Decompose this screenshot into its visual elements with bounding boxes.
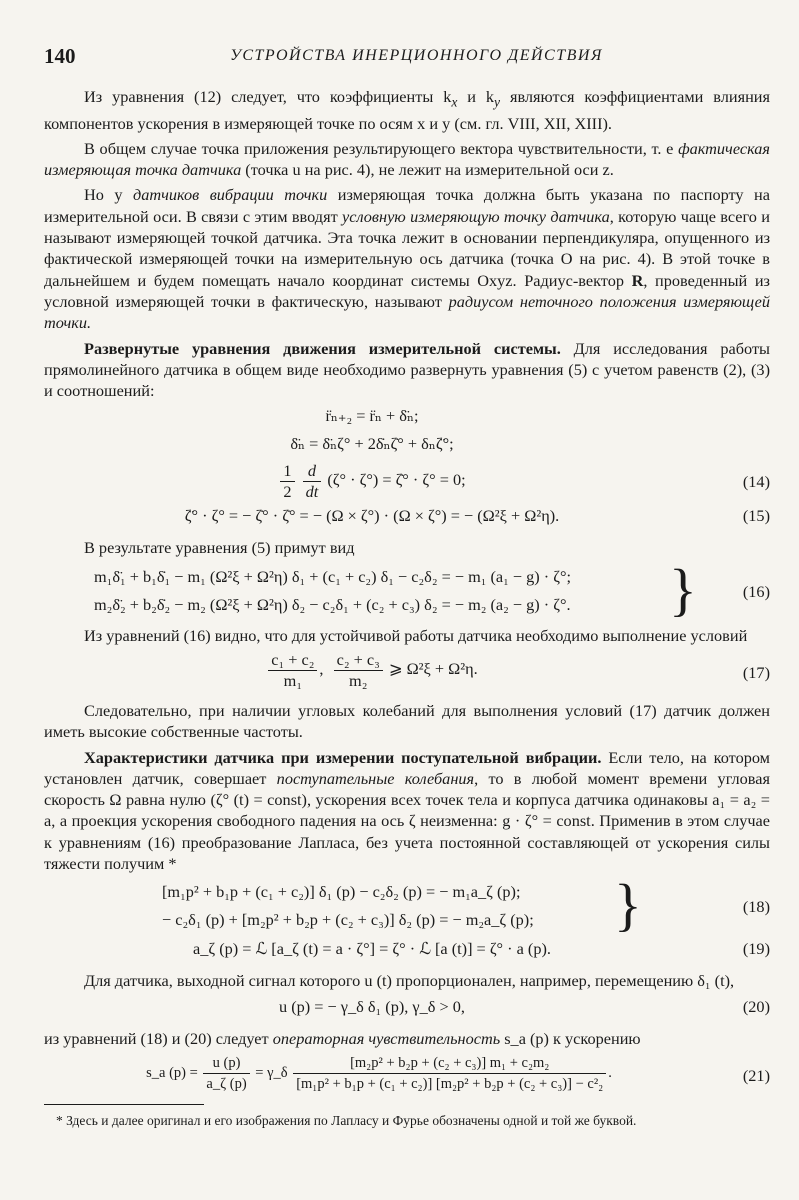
equation-number: (20) [742,996,770,1016]
paragraph-9: Для датчика, выходной сигнал которого u (t) пропорционален, например, перемещению δ₁ (t), [84,971,735,991]
body-text [44,86,770,1103]
equation-number: (21) [742,1065,770,1085]
page-header [44,44,759,72]
equation-b: δ̈ₙ = δ̈ₙζ° + 2δ̇ₙζ̇° + δₙζ̈°; [290,434,454,454]
equation-17: $\frac{\text{c₁ + c₂}}{\text{m₁}}$ , $\frac{\text{c₂ + c₃}}{\text{m₂}}$ ⩾ Ω²ξ + Ω²η. (17) [44,650,770,700]
equation-a: r̈ₙ₊₂ = r̈ₙ + δ̈ₙ; [325,406,419,426]
paragraph-4: Развернутые уравнения движения измерительной системы. Для исследования работы прямолинейного датчика в общем виде необходимо развернуть уравнения (5) с учетом равенств (2), (3) и соотношений: [44,338,770,401]
section-heading: Характеристики датчика при измерении поступательной вибрации. [84,747,602,767]
equation-19: a_ζ (p) = ℒ [a_ζ (t) = a · ζ°] = ζ° · ℒ [a (t)] = ζ° · a (p). (19) [193,939,770,959]
equation-number: (16) [742,581,770,601]
equation-16: m₁δ̈₁ + b₁δ̇₁ − m₁ (Ω²ξ + Ω²η) δ₁ + (c₁ + c₂) δ₁ − c₂δ₂ = − m₁ (a₁ − g) · ζ°; m₂δ̈₂ + b₂δ̇₂ − m₂ (Ω²ξ + Ω²η) δ₂ − c₂δ₁ + (c₂ + c₃) δ₂ = − m₂ (a₂ − g) · ζ°. } (16) [94,556,770,622]
paragraph-10: из уравнений (18) и (20) следует операторная чувствительность s_a (p) к ускорению [44,1028,641,1048]
equation-20: u (p) = − γ_δ δ₁ (p), γ_δ > 0, (20) [279,996,770,1016]
section-heading: Развернутые уравнения движения измерительной системы. [84,338,561,358]
equation-21: s_a (p) = $\frac{u (p)}{a\_\zeta (p)}$ = γ_δ $\frac{\text{[m₂p² + b₂p + (c₂ + c₃)] m₁ + c₂m₂}}{\text{[m₁p² + b₁p + (c₁ + c₂)] [m₂p² + b₂p + (c₂ + c₃)] − c²₂}}$ . (21) [146,1054,770,1092]
equation-number: (14) [742,472,770,492]
paragraph-1: Из уравнения (12) следует, что коэффициенты $k_x$ и $k_y$ являются коэффициентами влияния компонентов ускорения в измеряющей точке по осям x и y (см. гл. VIII, XII, XIII). [44,87,770,133]
paragraph-2: В общем случае точка приложения результирующего вектора чувствительности, т. е фактическая измеряющая точка датчика (точка u на рис. 4), не лежит на измерительной оси z. [44,138,770,180]
paragraph-8: Характеристики датчика при измерении поступательной вибрации. Если тело, на котором установлен датчик, совершает поступательные колебания, то в любой момент времени угловая скорость Ω равна нулю (ζ° (t) = const), ускорения всех точек тела и корпуса датчика одинаковы a₁ = a₂ = a, а проекция ускорения свободного падения на ось ζ неизменна: g · ζ° = const. Применив в этом случае к уравнениям (16) преобразование Лапласа, без учета постоянной составляющей от ускорения силы тяжести получим * [44,747,770,874]
right-brace: } [669,556,697,622]
equation-number: (15) [742,506,770,526]
equation-number: (18) [742,897,770,917]
running-title: УСТРОЙСТВА ИНЕРЦИОННОГО ДЕЙСТВИЯ [230,47,603,64]
paragraph-7: Следовательно, при наличии угловых колебаний для выполнения условий (17) датчик должен иметь высокие собственные частоты. [44,701,770,742]
paragraph-3: Но у датчиков вибрации точки измеряющая точка должна быть указана по паспорту на измерительной оси. В связи с этим вводят условную измеряющую точку датчика, которую чаще всего и называют измеряющей точкой датчика. Эта точка лежит в основании перпендикуляра, опущенного из фактической измеряющей точки на измерительную ось датчика (точка O на рис. 4). В этой точке в дальнейшем и будем помещать начало координат системы Oxyz. Радиус-вектор R, проведенный из условной измеряющей точки в фактическую, называют радиусом неточного положения измеряющей точки. [44,185,770,333]
page-number: 140 [44,44,76,68]
equation-number: (19) [742,939,770,959]
equation-number: (17) [742,663,770,682]
footnote-rule [44,1104,204,1105]
paragraph-5: В результате уравнения (5) примут вид [84,538,355,558]
equation-18: [m₁p² + b₁p + (c₁ + c₂)] δ₁ (p) − c₂δ₂ (p) = − m₁a_ζ (p); − c₂δ₁ (p) + [m₂p² + b₂p + (c₂ + c₃)] δ₂ (p) = − m₂a_ζ (p); } (18) [162,872,770,938]
footnote: * Здесь и далее оригинал и его изображения по Лапласу и Фурье обозначены одной и той же буквой. [56,1113,637,1128]
paragraph-6: Из уравнений (16) видно, что для устойчивой работы датчика необходимо выполнение условий [84,625,748,645]
equation-15: ζ̈° · ζ° = − ζ̇° · ζ̇° = − (Ω × ζ°) · (Ω × ζ°) = − (Ω²ξ + Ω²η). (15) [184,506,770,526]
equation-14: $\frac{1}{2}$ $\frac{d}{dt}$ (ζ° · ζ°) = ζ̇° · ζ° = 0; (14) [44,461,770,505]
right-brace: } [614,872,642,938]
